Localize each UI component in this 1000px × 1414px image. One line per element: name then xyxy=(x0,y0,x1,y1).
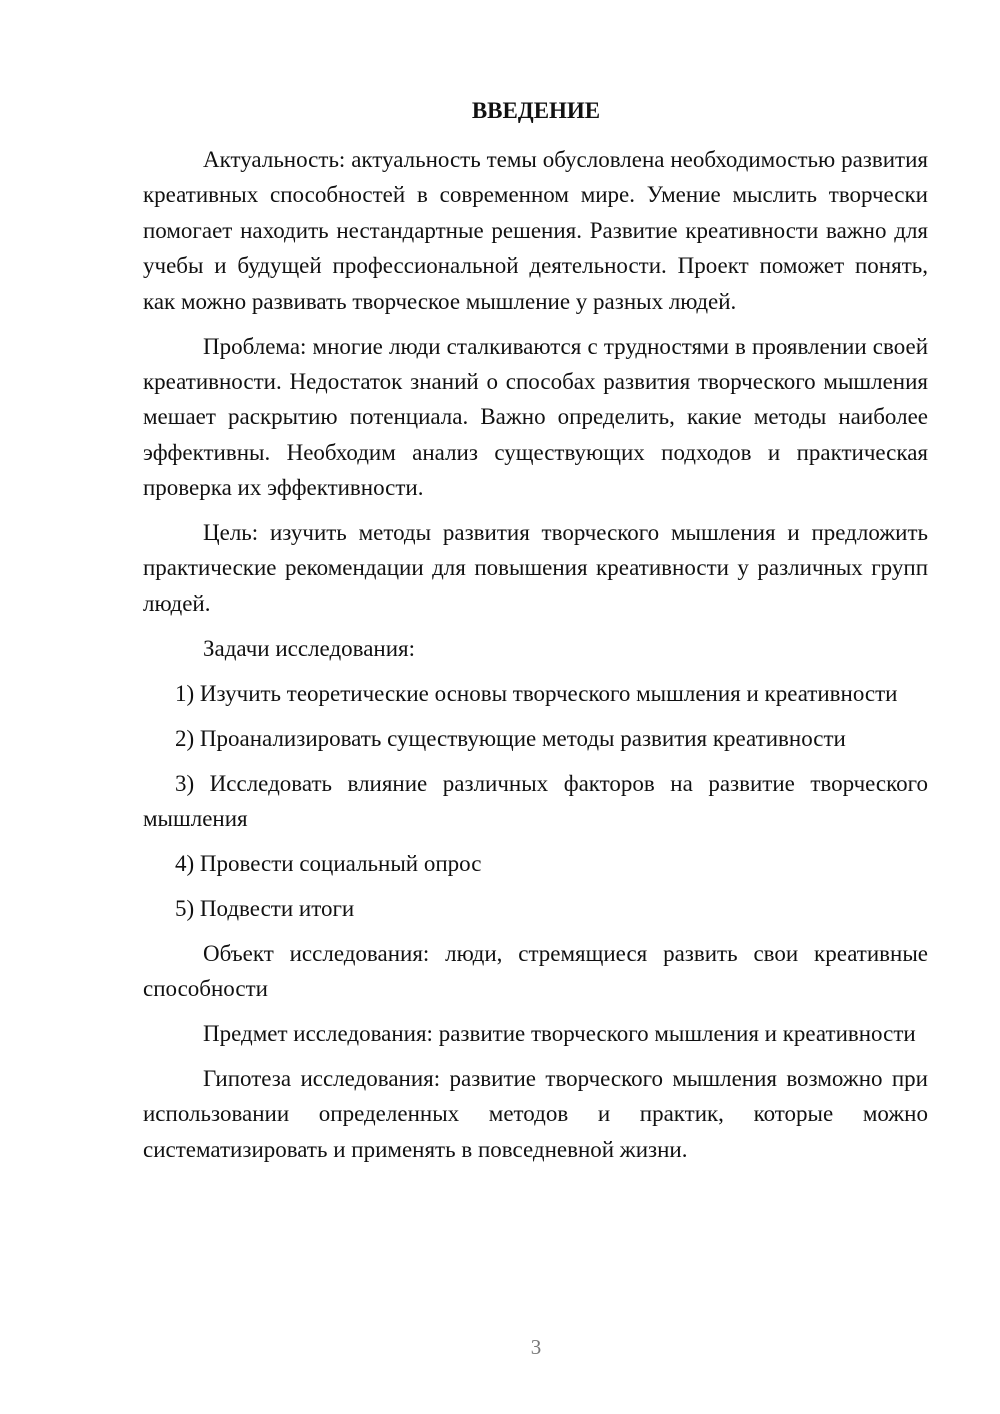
task-item: 4) Провести социальный опрос xyxy=(175,850,482,876)
task-item: 3) Исследовать влияние различных факторов на развитие творческого мышления xyxy=(143,770,928,831)
goal-paragraph: Цель: изучить методы развития творческого мышления и предложить практические рекомендации для повышения креативности у различных групп людей. xyxy=(143,520,928,616)
task-item: 2) Проанализировать существующие методы развития креативности xyxy=(175,725,846,751)
body-text xyxy=(143,142,928,1177)
page-number: 3 xyxy=(530,1335,542,1359)
object-paragraph: Объект исследования: люди, стремящиеся развить свои креативные способности xyxy=(143,940,928,1002)
problem-paragraph: Проблема: многие люди сталкиваются с трудностями в проявлении своей креативности. Недостаток знаний о способах развития творческого мышления мешает раскрытию потенциала. Важно определить, какие методы наиболее эффективны. Необходим анализ существующих подходов и практическая проверка их эффективности. xyxy=(143,333,928,501)
hypothesis-paragraph: Гипотеза исследования: развитие творческого мышления возможно при использовании определенных методов и практик, которые можно систематизировать и применять в повседневной жизни. xyxy=(143,1065,928,1162)
task-item: 5) Подвести итоги xyxy=(175,895,355,921)
task-item: 1) Изучить теоретические основы творческого мышления и креативности xyxy=(175,680,898,706)
tasks-title: Задачи исследования: xyxy=(203,635,416,661)
relevance-paragraph: Актуальность: актуальность темы обусловлена необходимостью развития креативных способностей в современном мире. Умение мыслить творчески помогает находить нестандартные решения. Развитие креативности важно для учебы и будущей профессиональной деятельности. Проект поможет понять, как можно развивать творческое мышление у разных людей. xyxy=(143,147,928,314)
subject-paragraph: Предмет исследования: развитие творческого мышления и креативности xyxy=(203,1020,916,1046)
section-heading: ВВЕДЕНИЕ xyxy=(471,98,601,123)
